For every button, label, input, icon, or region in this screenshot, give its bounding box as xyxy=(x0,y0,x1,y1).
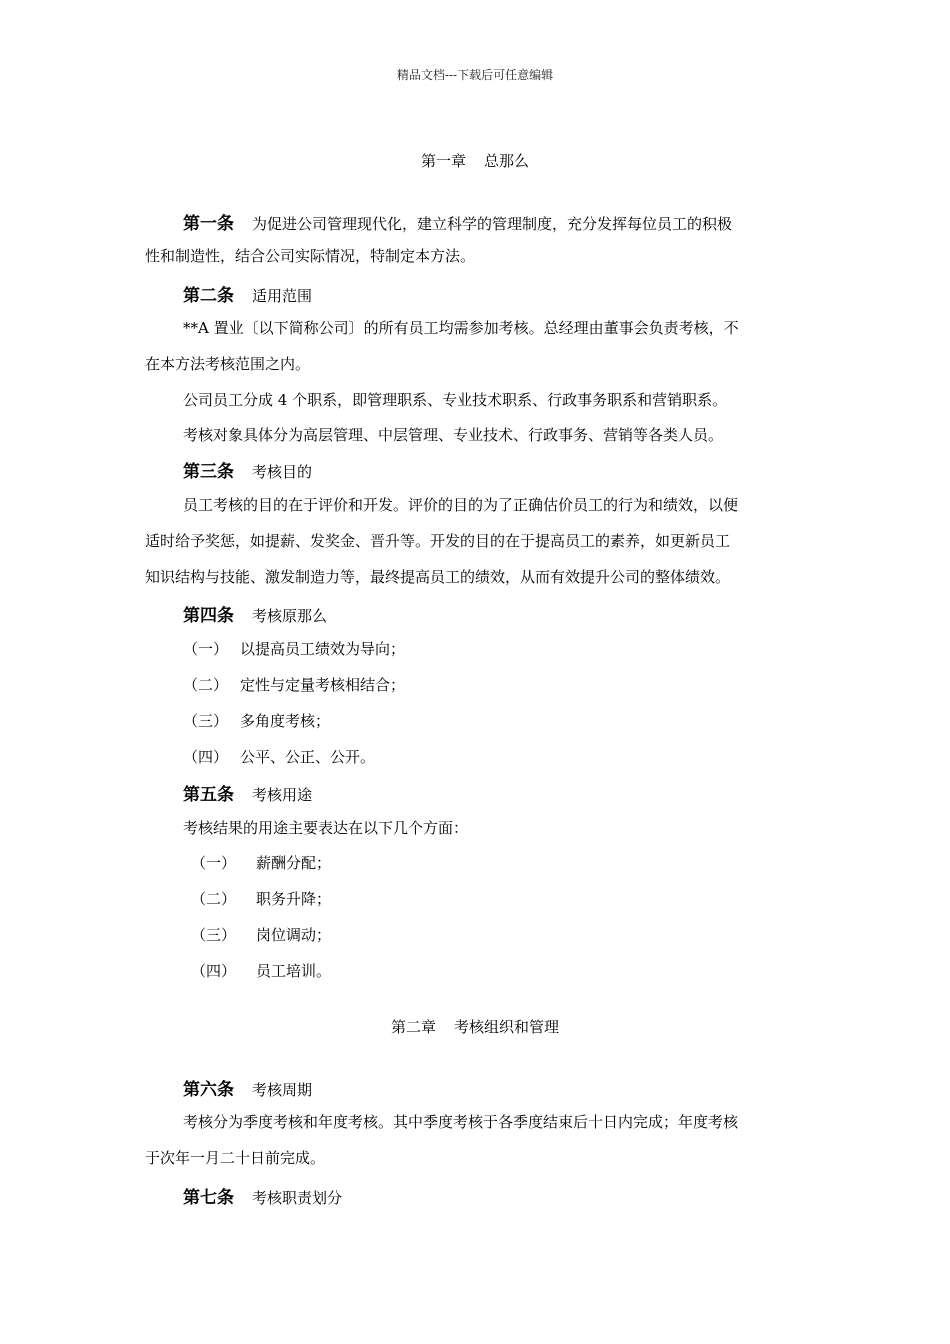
article-6-subject: 考核周期 xyxy=(252,1081,313,1099)
header-note: 精品文档---下载后可任意编辑 xyxy=(396,68,554,82)
article-6-title: 第六条 xyxy=(183,1080,234,1100)
chapter-1-label: 第一章 xyxy=(420,152,466,170)
article-4-item-2-text: 定性与定量考核相结合； xyxy=(240,676,406,694)
article-6-heading xyxy=(183,1075,312,1100)
article-4-item-3 xyxy=(183,710,330,731)
article-2-p1-line-1: **A 置业〔以下简称公司〕的所有员工均需参加考核。总经理由董事会负责考核，不 xyxy=(183,319,739,337)
article-3-line-2: 适时给予奖惩，如提薪、发奖金、晋升等。开发的目的在于提高员工的素养，如更新员工 xyxy=(145,532,731,550)
article-4-item-1 xyxy=(183,638,405,659)
article-4-item-1-text: 以提高员工绩效为导向； xyxy=(240,640,406,658)
chapter-2-title: 考核组织和管理 xyxy=(454,1018,560,1036)
article-1 xyxy=(183,209,732,234)
article-6-line-1: 考核分为季度考核和年度考核。其中季度考核于各季度结束后十日内完成；年度考核 xyxy=(183,1113,739,1131)
article-4-item-3-text: 多角度考核； xyxy=(240,712,331,730)
article-1-title: 第一条 xyxy=(183,214,234,234)
chapter-2-label: 第二章 xyxy=(390,1018,436,1036)
article-5-item-3-text: 岗位调动； xyxy=(256,926,332,944)
article-5-item-2 xyxy=(191,888,331,909)
article-4-item-4 xyxy=(183,746,375,767)
article-4-heading xyxy=(183,601,327,626)
article-4-title: 第四条 xyxy=(183,606,234,626)
article-3-line-3: 知识结构与技能、激发制造力等，最终提高员工的绩效，从而有效提升公司的整体绩效。 xyxy=(145,568,731,586)
article-4-item-2 xyxy=(183,674,405,695)
article-7-title: 第七条 xyxy=(183,1188,234,1208)
article-5-title: 第五条 xyxy=(183,785,234,805)
article-4-item-3-mark: （三） xyxy=(183,712,229,730)
article-4-item-2-mark: （二） xyxy=(183,676,229,694)
article-4-item-1-mark: （一） xyxy=(183,640,229,658)
article-5-item-1-text: 薪酬分配； xyxy=(256,854,332,872)
article-2-p1-line-2: 在本方法考核范围之内。 xyxy=(145,355,311,373)
article-4-item-4-mark: （四） xyxy=(183,748,229,766)
article-3-line-1: 员工考核的目的在于评价和开发。评价的目的为了正确估价员工的行为和绩效，以便 xyxy=(183,496,739,514)
article-5-heading xyxy=(183,780,312,805)
article-5-item-2-text: 职务升降； xyxy=(256,890,332,908)
article-5-item-4-text: 员工培训。 xyxy=(256,962,332,980)
article-5-item-4-mark: （四） xyxy=(191,962,237,980)
article-5-subject: 考核用途 xyxy=(252,786,313,804)
article-3-title: 第三条 xyxy=(183,462,234,482)
article-1-line-1: 为促进公司管理现代化，建立科学的管理制度，充分发挥每位员工的积极 xyxy=(252,215,733,233)
article-5-item-3 xyxy=(191,924,331,945)
article-2-p3: 考核对象具体分为高层管理、中层管理、专业技术、行政事务、营销等各类人员。 xyxy=(183,426,724,444)
article-5-item-2-mark: （二） xyxy=(191,890,237,908)
article-7-subject: 考核职责划分 xyxy=(252,1189,343,1207)
article-5-item-3-mark: （三） xyxy=(191,926,237,944)
article-2-heading xyxy=(183,281,312,306)
article-5-item-1-mark: （一） xyxy=(191,854,237,872)
article-3-heading xyxy=(183,457,312,482)
article-2-p2: 公司员工分成 4 个职系，即管理职系、专业技术职系、行政事务职系和营销职系。 xyxy=(183,391,728,409)
article-1-line-2: 性和制造性，结合公司实际情况，特制定本方法。 xyxy=(145,247,476,265)
article-2-title: 第二条 xyxy=(183,286,234,306)
article-6-line-2: 于次年一月二十日前完成。 xyxy=(145,1149,326,1167)
chapter-2-heading xyxy=(0,1016,950,1037)
article-7-heading xyxy=(183,1183,342,1208)
article-4-subject: 考核原那么 xyxy=(252,607,328,625)
article-3-subject: 考核目的 xyxy=(252,463,313,481)
article-4-item-4-text: 公平、公正、公开。 xyxy=(240,748,376,766)
article-5-intro: 考核结果的用途主要表达在以下几个方面： xyxy=(183,819,469,837)
chapter-1-title: 总那么 xyxy=(484,152,530,170)
article-5-item-4 xyxy=(191,960,331,981)
chapter-1-heading xyxy=(0,150,950,171)
article-2-subject: 适用范围 xyxy=(252,287,313,305)
article-5-item-1 xyxy=(191,852,331,873)
